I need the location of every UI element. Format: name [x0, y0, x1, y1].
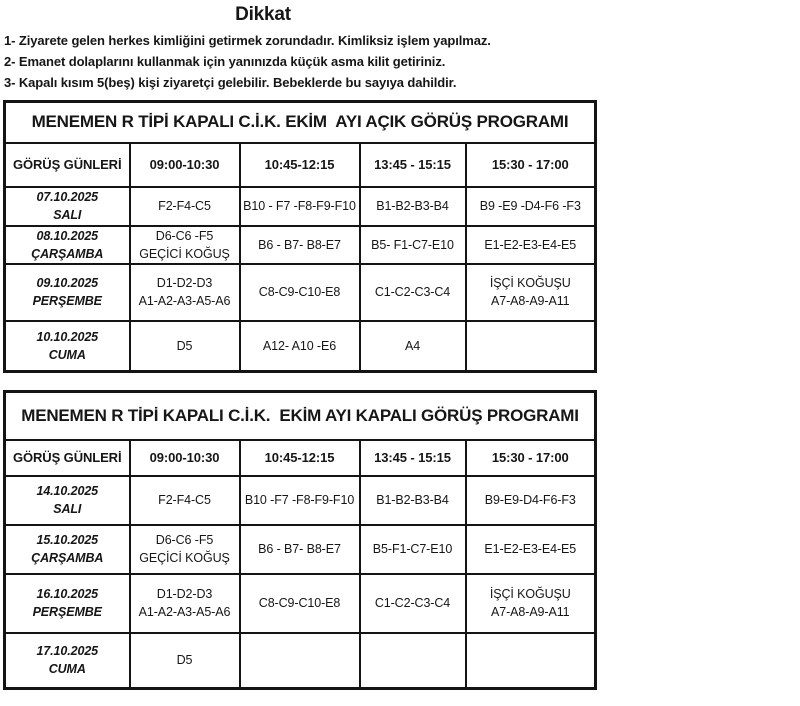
schedule-cell: F2-F4-C5: [130, 187, 240, 226]
notice-list: [0, 30, 800, 93]
schedule-cell: B5-F1-C7-E10: [360, 525, 466, 574]
table-title-row: [5, 392, 596, 440]
schedule-cell: D6-C6 -F5 GEÇİCİ KOĞUŞ: [130, 525, 240, 574]
closed-program-title: MENEMEN R TİPİ KAPALI C.İ.K. EKİM AYI KAPALI GÖRÜŞ PROGRAMI: [5, 392, 596, 440]
schedule-cell: B10 -F7 -F8-F9-F10: [240, 476, 360, 525]
schedule-cell: B10 - F7 -F8-F9-F10: [240, 187, 360, 226]
schedule-cell: B6 - B7- B8-E7: [240, 226, 360, 264]
schedule-cell: D1-D2-D3 A1-A2-A3-A5-A6: [130, 574, 240, 633]
table-title-row: [5, 102, 596, 143]
column-header-slot-2: 10:45-12:15: [240, 440, 360, 476]
schedule-cell: B6 - B7- B8-E7: [240, 525, 360, 574]
schedule-cell: C1-C2-C3-C4: [360, 574, 466, 633]
schedule-cell: D6-C6 -F5 GEÇİCİ KOĞUŞ: [130, 226, 240, 264]
schedule-cell: D5: [130, 321, 240, 372]
column-header-row: [5, 440, 596, 476]
column-header-row: [5, 143, 596, 187]
schedule-cell: B1-B2-B3-B4: [360, 476, 466, 525]
schedule-cell: İŞÇİ KOĞUŞU A7-A8-A9-A11: [466, 574, 596, 633]
column-header-slot-2: 10:45-12:15: [240, 143, 360, 187]
day-cell: 14.10.2025 SALI: [5, 476, 130, 525]
day-cell: 07.10.2025 SALI: [5, 187, 130, 226]
schedule-cell: [360, 633, 466, 689]
day-cell: 09.10.2025 PERŞEMBE: [5, 264, 130, 321]
day-cell: 15.10.2025 ÇARŞAMBA: [5, 525, 130, 574]
schedule-cell: [466, 633, 596, 689]
schedule-cell: C1-C2-C3-C4: [360, 264, 466, 321]
table-row: [5, 574, 596, 633]
table-row: [5, 525, 596, 574]
notice-item-3: 3- Kapalı kısım 5(beş) kişi ziyaretçi gelebilir. Bebeklerde bu sayıya dahildir.: [4, 75, 457, 90]
schedule-cell: D5: [130, 633, 240, 689]
schedule-cell: B9 -E9 -D4-F6 -F3: [466, 187, 596, 226]
notice-title: Dikkat: [235, 4, 291, 25]
schedule-cell: C8-C9-C10-E8: [240, 574, 360, 633]
schedule-cell: B5- F1-C7-E10: [360, 226, 466, 264]
column-header-days: GÖRÜŞ GÜNLERİ: [5, 440, 130, 476]
schedule-cell: B9-E9-D4-F6-F3: [466, 476, 596, 525]
notice-section: [0, 4, 800, 93]
day-cell: 17.10.2025 CUMA: [5, 633, 130, 689]
column-header-days: GÖRÜŞ GÜNLERİ: [5, 143, 130, 187]
table-row: [5, 633, 596, 689]
column-header-slot-3: 13:45 - 15:15: [360, 440, 466, 476]
day-cell: 08.10.2025 ÇARŞAMBA: [5, 226, 130, 264]
table-row: [5, 321, 596, 372]
schedule-cell: A12- A10 -E6: [240, 321, 360, 372]
table-row: [5, 187, 596, 226]
schedule-cell: F2-F4-C5: [130, 476, 240, 525]
table-row: [5, 226, 596, 264]
notice-item-2: 2- Emanet dolaplarını kullanmak için yanınızda küçük asma kilit getiriniz.: [4, 54, 446, 69]
closed-visit-program-table: [3, 390, 597, 690]
open-program-title: MENEMEN R TİPİ KAPALI C.İ.K. EKİM AYI AÇIK GÖRÜŞ PROGRAMI: [5, 102, 596, 143]
schedule-cell: İŞÇİ KOĞUŞU A7-A8-A9-A11: [466, 264, 596, 321]
column-header-slot-4: 15:30 - 17:00: [466, 440, 596, 476]
table-row: [5, 264, 596, 321]
schedule-cell: [240, 633, 360, 689]
day-cell: 16.10.2025 PERŞEMBE: [5, 574, 130, 633]
schedule-cell: E1-E2-E3-E4-E5: [466, 525, 596, 574]
notice-item-1: 1- Ziyarete gelen herkes kimliğini getirmek zorundadır. Kimliksiz işlem yapılmaz.: [4, 33, 491, 48]
column-header-slot-1: 09:00-10:30: [130, 143, 240, 187]
column-header-slot-3: 13:45 - 15:15: [360, 143, 466, 187]
table-row: [5, 476, 596, 525]
day-cell: 10.10.2025 CUMA: [5, 321, 130, 372]
schedule-cell: C8-C9-C10-E8: [240, 264, 360, 321]
schedule-cell: [466, 321, 596, 372]
schedule-cell: A4: [360, 321, 466, 372]
schedule-cell: B1-B2-B3-B4: [360, 187, 466, 226]
open-visit-program-table: [3, 100, 597, 373]
schedule-cell: D1-D2-D3 A1-A2-A3-A5-A6: [130, 264, 240, 321]
schedule-cell: E1-E2-E3-E4-E5: [466, 226, 596, 264]
column-header-slot-1: 09:00-10:30: [130, 440, 240, 476]
column-header-slot-4: 15:30 - 17:00: [466, 143, 596, 187]
